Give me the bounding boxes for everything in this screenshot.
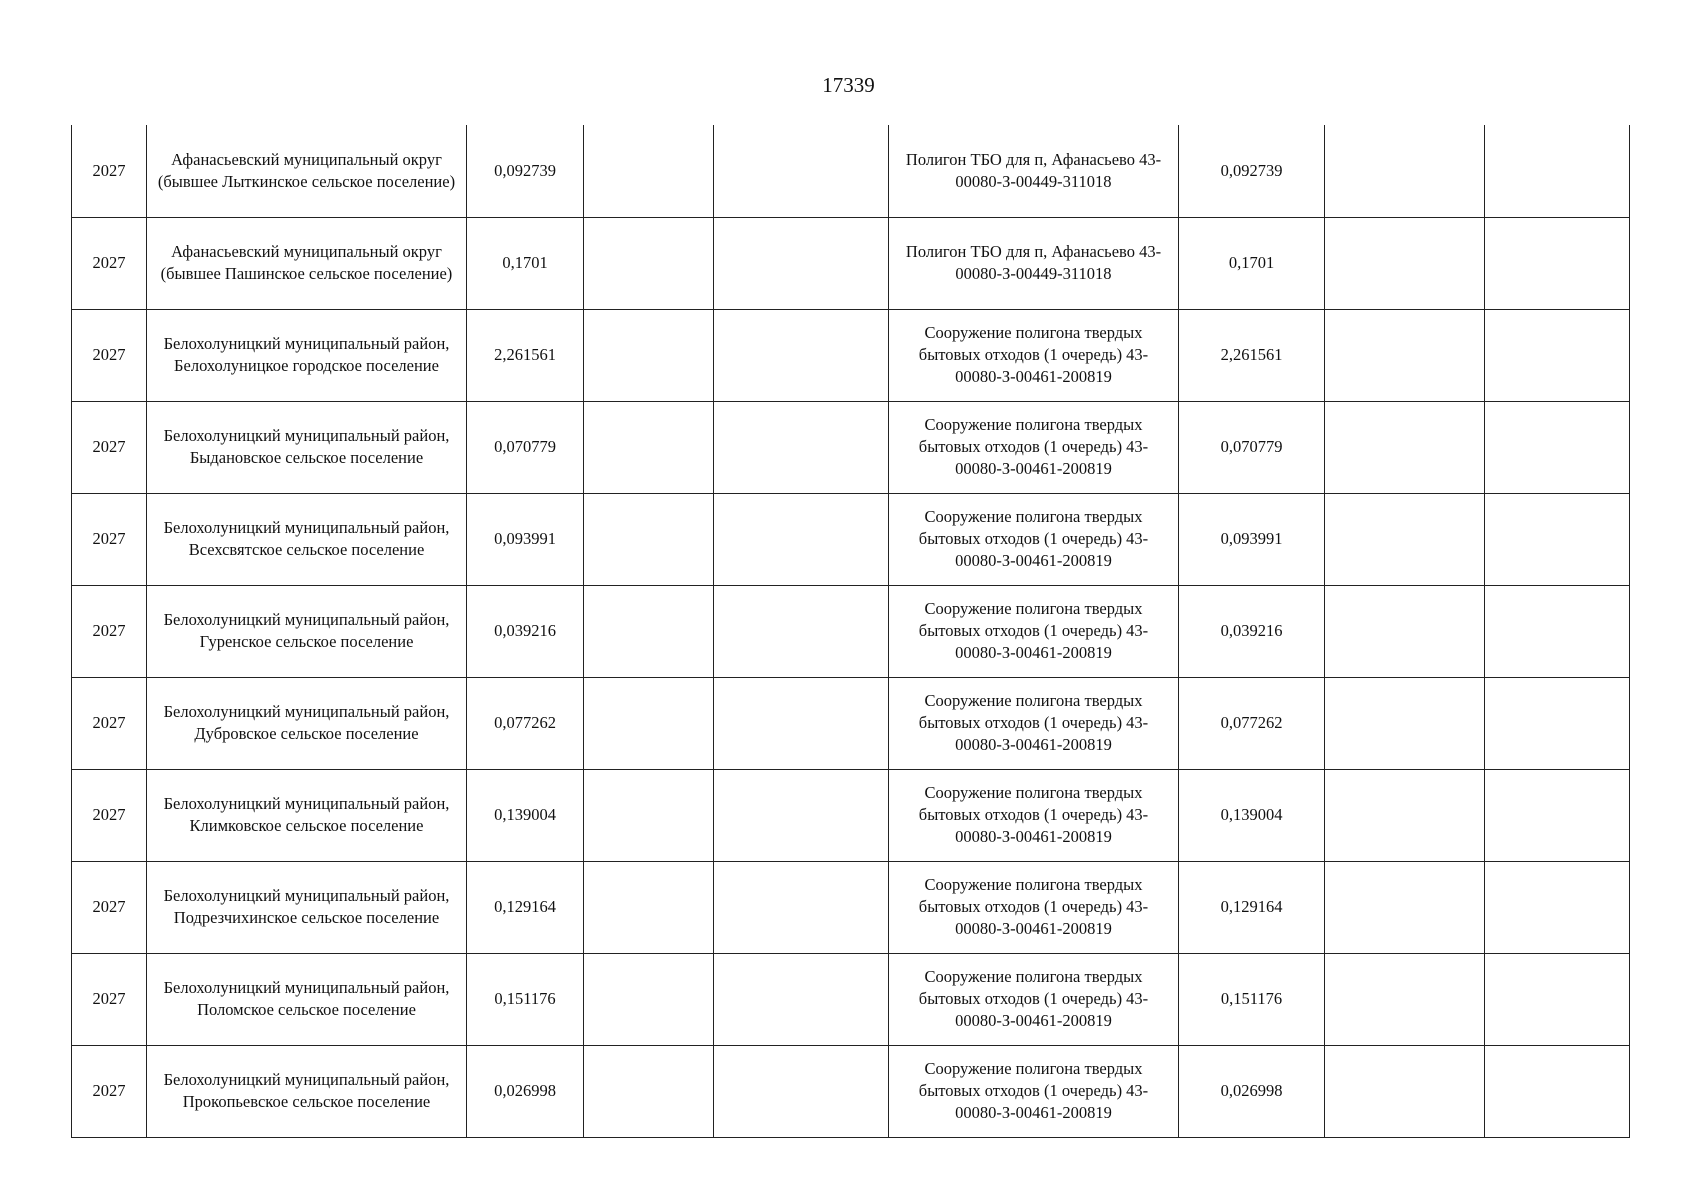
table-body (72, 125, 1630, 1137)
table-row (72, 677, 1630, 769)
cell-empty (1485, 401, 1630, 493)
cell-empty (1485, 861, 1630, 953)
cell-empty (714, 769, 889, 861)
cell-facility-volume: 0,1701 (1179, 217, 1325, 309)
cell-territory: Белохолуницкий муниципальный район, Климковское сельское поселение (147, 769, 467, 861)
cell-empty (1485, 769, 1630, 861)
cell-territory: Белохолуницкий муниципальный район, Быдановское сельское поселение (147, 401, 467, 493)
cell-empty (1485, 493, 1630, 585)
cell-territory: Белохолуницкий муниципальный район, Гуренское сельское поселение (147, 585, 467, 677)
cell-empty (714, 493, 889, 585)
cell-empty (584, 217, 714, 309)
cell-empty (714, 861, 889, 953)
cell-facility-volume: 0,151176 (1179, 953, 1325, 1045)
cell-empty (1325, 217, 1485, 309)
cell-empty (1325, 769, 1485, 861)
cell-territory: Афанасьевский муниципальный округ (бывшее Лыткинское сельское поселение) (147, 125, 467, 217)
cell-year: 2027 (72, 401, 147, 493)
table-row (72, 769, 1630, 861)
cell-volume: 0,092739 (467, 125, 584, 217)
cell-facility: Сооружение полигона твердых бытовых отходов (1 очередь) 43-00080-З-00461-200819 (889, 493, 1179, 585)
cell-volume: 0,026998 (467, 1045, 584, 1137)
cell-empty (1485, 125, 1630, 217)
cell-volume: 0,139004 (467, 769, 584, 861)
cell-volume: 0,070779 (467, 401, 584, 493)
cell-empty (584, 861, 714, 953)
cell-facility: Сооружение полигона твердых бытовых отходов (1 очередь) 43-00080-З-00461-200819 (889, 585, 1179, 677)
cell-facility: Сооружение полигона твердых бытовых отходов (1 очередь) 43-00080-З-00461-200819 (889, 401, 1179, 493)
cell-facility-volume: 0,092739 (1179, 125, 1325, 217)
cell-empty (584, 677, 714, 769)
waste-flow-table (71, 125, 1630, 1138)
cell-facility: Сооружение полигона твердых бытовых отходов (1 очередь) 43-00080-З-00461-200819 (889, 309, 1179, 401)
cell-empty (1325, 493, 1485, 585)
cell-volume: 0,151176 (467, 953, 584, 1045)
cell-empty (584, 953, 714, 1045)
cell-empty (1325, 953, 1485, 1045)
cell-facility-volume: 2,261561 (1179, 309, 1325, 401)
cell-empty (1485, 1045, 1630, 1137)
cell-empty (714, 1045, 889, 1137)
cell-empty (584, 1045, 714, 1137)
cell-volume: 0,077262 (467, 677, 584, 769)
cell-empty (1325, 861, 1485, 953)
cell-empty (584, 401, 714, 493)
cell-year: 2027 (72, 769, 147, 861)
cell-empty (714, 677, 889, 769)
cell-territory: Белохолуницкий муниципальный район, Прокопьевское сельское поселение (147, 1045, 467, 1137)
cell-empty (584, 125, 714, 217)
table-row (72, 401, 1630, 493)
cell-facility-volume: 0,139004 (1179, 769, 1325, 861)
cell-empty (1325, 1045, 1485, 1137)
cell-empty (714, 309, 889, 401)
table-row (72, 585, 1630, 677)
cell-facility-volume: 0,039216 (1179, 585, 1325, 677)
cell-year: 2027 (72, 1045, 147, 1137)
cell-year: 2027 (72, 677, 147, 769)
cell-empty (1485, 585, 1630, 677)
table-row (72, 309, 1630, 401)
table-row (72, 953, 1630, 1045)
cell-facility-volume: 0,129164 (1179, 861, 1325, 953)
cell-year: 2027 (72, 125, 147, 217)
cell-empty (1485, 677, 1630, 769)
cell-empty (1485, 217, 1630, 309)
cell-volume: 0,093991 (467, 493, 584, 585)
cell-year: 2027 (72, 217, 147, 309)
cell-empty (714, 125, 889, 217)
cell-facility: Сооружение полигона твердых бытовых отходов (1 очередь) 43-00080-З-00461-200819 (889, 677, 1179, 769)
cell-facility: Полигон ТБО для п, Афанасьево 43-00080-З-00449-311018 (889, 125, 1179, 217)
cell-year: 2027 (72, 493, 147, 585)
cell-year: 2027 (72, 309, 147, 401)
cell-facility-volume: 0,026998 (1179, 1045, 1325, 1137)
cell-facility: Полигон ТБО для п, Афанасьево 43-00080-З-00449-311018 (889, 217, 1179, 309)
cell-facility-volume: 0,070779 (1179, 401, 1325, 493)
cell-facility-volume: 0,077262 (1179, 677, 1325, 769)
cell-empty (714, 217, 889, 309)
cell-territory: Белохолуницкий муниципальный район, Поломское сельское поселение (147, 953, 467, 1045)
cell-facility: Сооружение полигона твердых бытовых отходов (1 очередь) 43-00080-З-00461-200819 (889, 953, 1179, 1045)
table-row (72, 125, 1630, 217)
cell-year: 2027 (72, 953, 147, 1045)
cell-empty (584, 493, 714, 585)
cell-empty (1325, 677, 1485, 769)
cell-empty (1325, 401, 1485, 493)
table-row (72, 493, 1630, 585)
cell-empty (714, 585, 889, 677)
page-number: 17339 (822, 73, 875, 97)
cell-volume: 2,261561 (467, 309, 584, 401)
cell-empty (584, 585, 714, 677)
table-row (72, 1045, 1630, 1137)
cell-empty (584, 769, 714, 861)
cell-volume: 0,1701 (467, 217, 584, 309)
table-row (72, 217, 1630, 309)
cell-year: 2027 (72, 585, 147, 677)
cell-empty (1325, 125, 1485, 217)
cell-empty (1485, 953, 1630, 1045)
cell-facility: Сооружение полигона твердых бытовых отходов (1 очередь) 43-00080-З-00461-200819 (889, 769, 1179, 861)
cell-empty (584, 309, 714, 401)
cell-territory: Белохолуницкий муниципальный район, Подрезчихинское сельское поселение (147, 861, 467, 953)
cell-facility: Сооружение полигона твердых бытовых отходов (1 очередь) 43-00080-З-00461-200819 (889, 861, 1179, 953)
cell-territory: Белохолуницкий муниципальный район, Дубровское сельское поселение (147, 677, 467, 769)
table-row (72, 861, 1630, 953)
cell-empty (1325, 309, 1485, 401)
cell-territory: Белохолуницкий муниципальный район, Всехсвятское сельское поселение (147, 493, 467, 585)
cell-facility-volume: 0,093991 (1179, 493, 1325, 585)
cell-territory: Афанасьевский муниципальный округ (бывшее Пашинское сельское поселение) (147, 217, 467, 309)
cell-year: 2027 (72, 861, 147, 953)
cell-volume: 0,039216 (467, 585, 584, 677)
cell-empty (1325, 585, 1485, 677)
cell-volume: 0,129164 (467, 861, 584, 953)
cell-empty (1485, 309, 1630, 401)
cell-empty (714, 953, 889, 1045)
cell-territory: Белохолуницкий муниципальный район, Белохолуницкое городское поселение (147, 309, 467, 401)
cell-facility: Сооружение полигона твердых бытовых отходов (1 очередь) 43-00080-З-00461-200819 (889, 1045, 1179, 1137)
cell-empty (714, 401, 889, 493)
